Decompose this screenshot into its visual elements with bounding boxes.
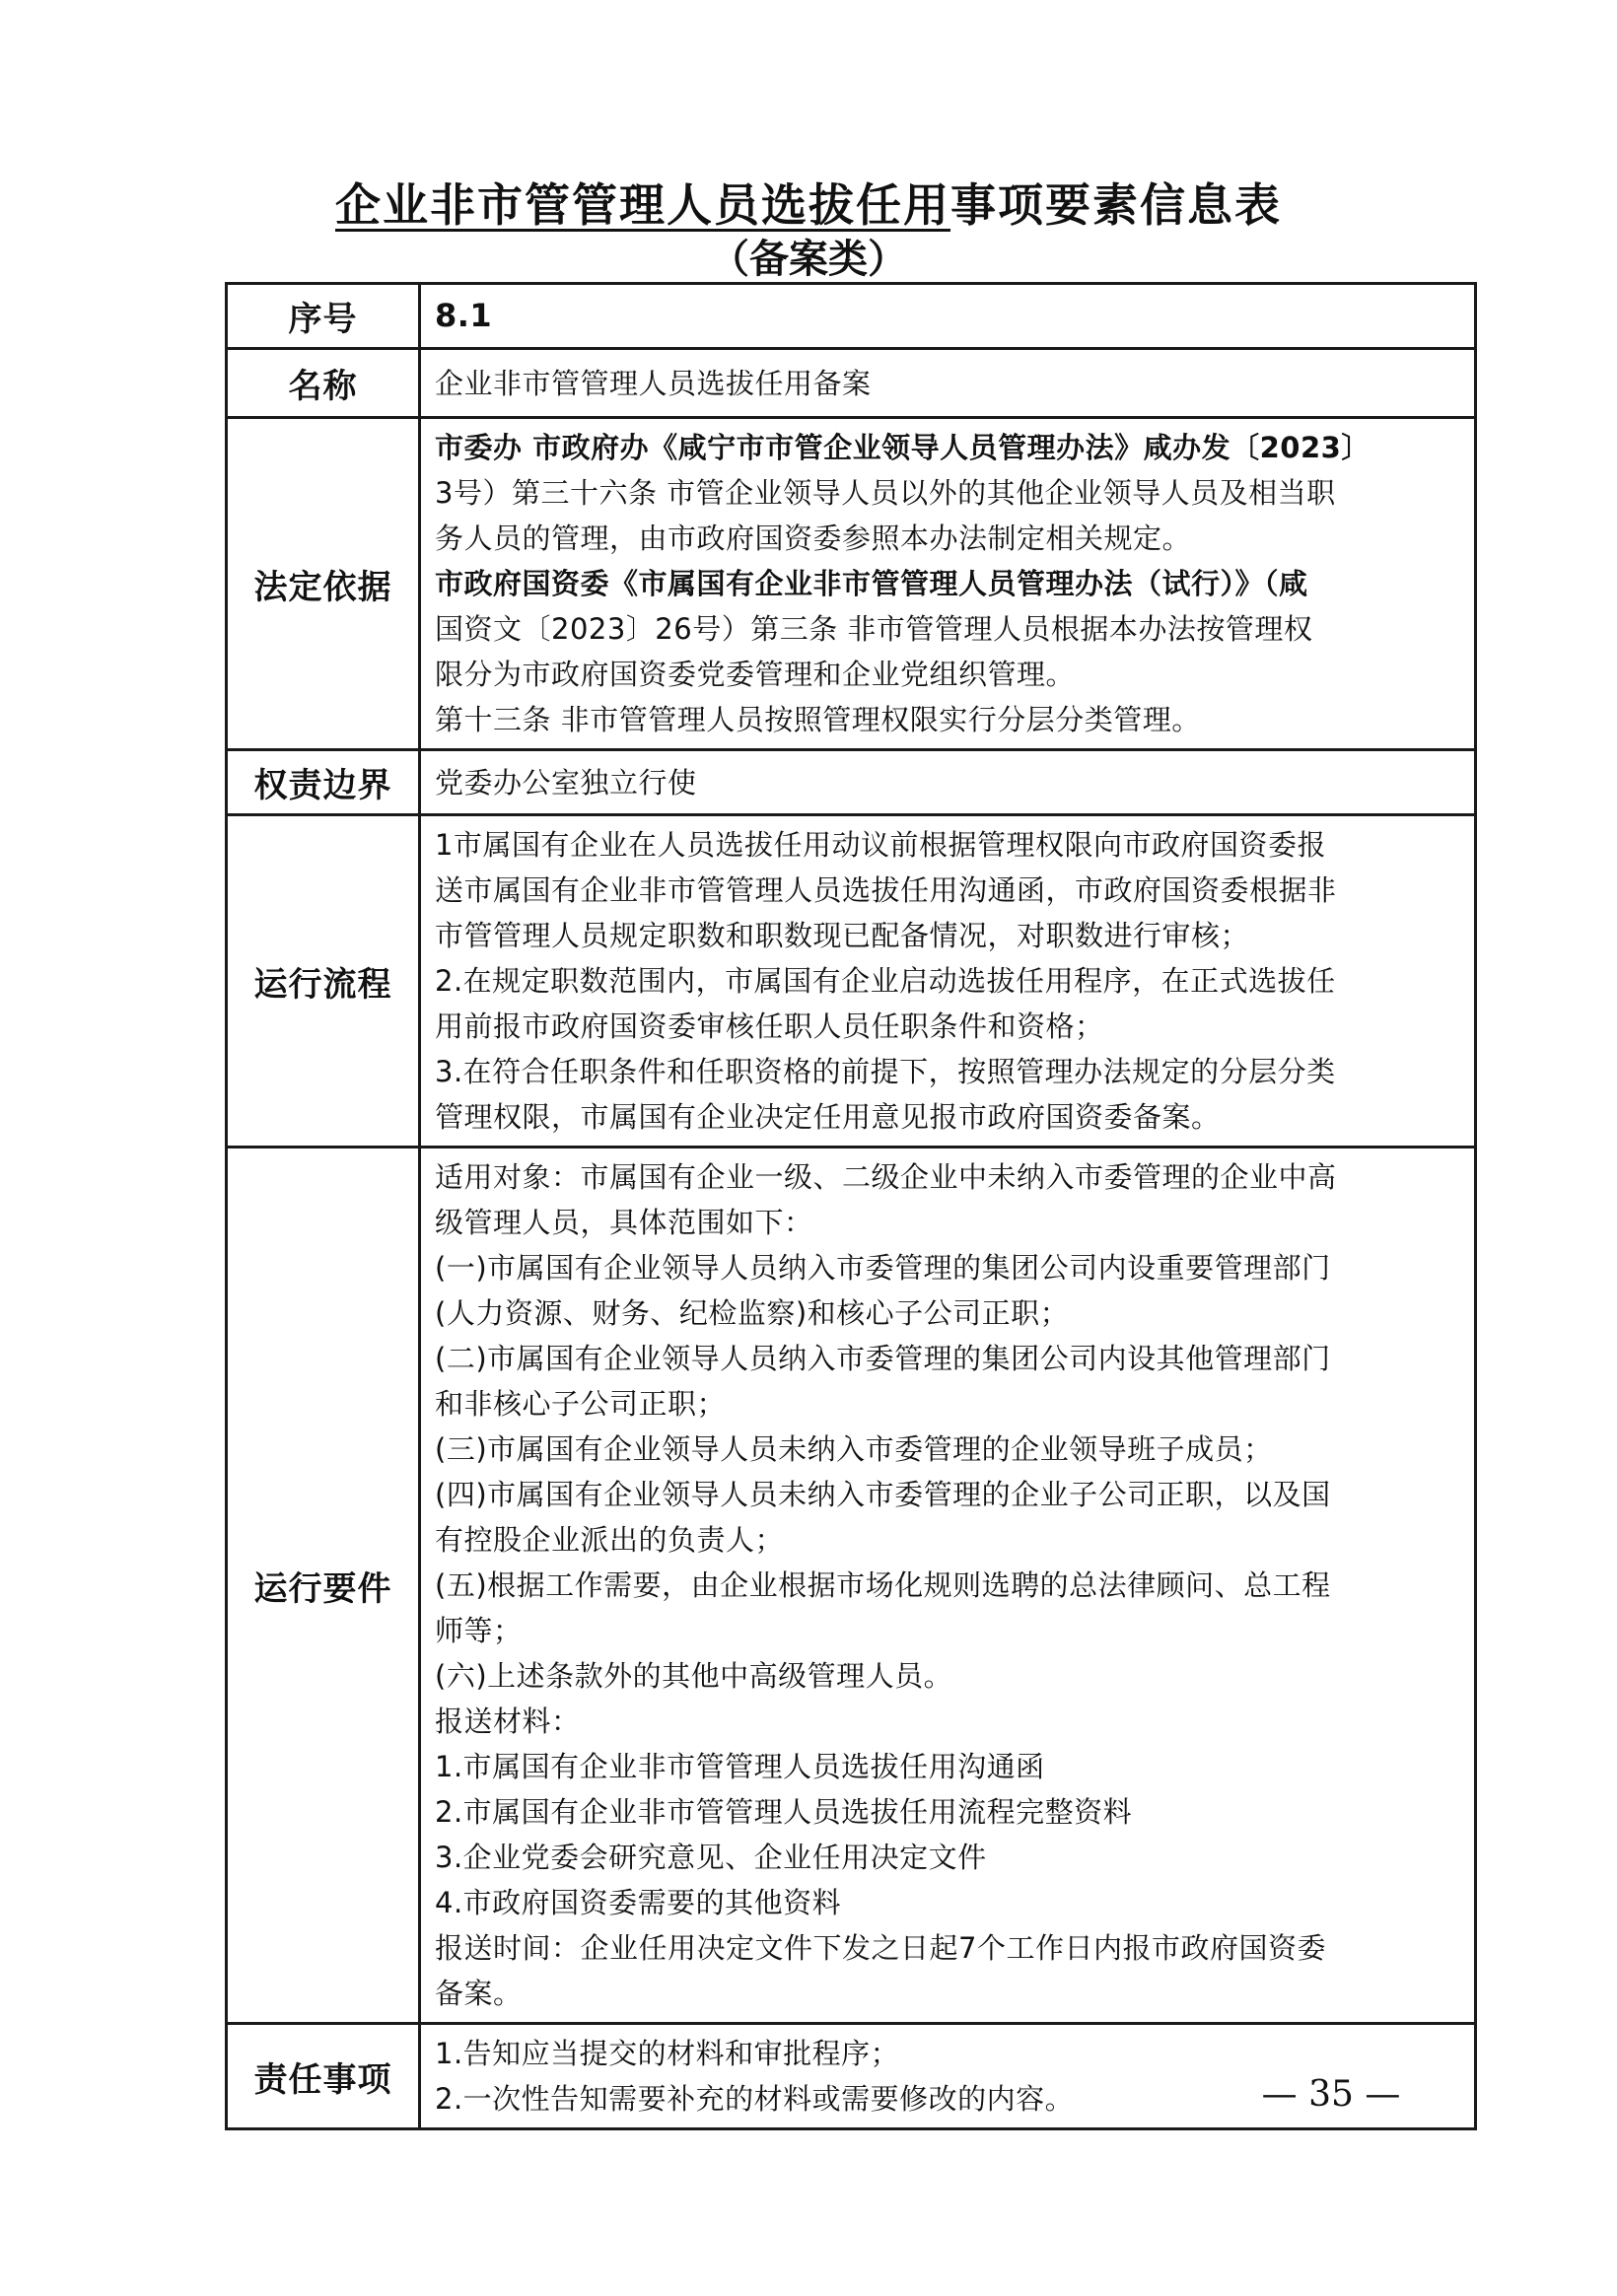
process-label: 运行流程 [227,815,420,1148]
document-title-underlined: 企业非市管管理人员选拔任用 [335,178,950,232]
legal-basis-line: 务人员的管理，由市政府国资委参照本办法制定相关规定。 [435,522,1192,555]
process-line: 2.在规定职数范围内，市属国有企业启动选拔任用程序，在正式选拔任 [435,964,1336,998]
document-title-rest: 事项要素信息表 [950,178,1282,232]
responsibility-line: 2.一次性告知需要补充的材料或需要修改的内容。 [435,2082,1075,2116]
document-subtitle: （备案类） [710,237,907,282]
responsibility-line: 1.告知应当提交的材料和审批程序； [435,2037,900,2070]
authority-label: 权责边界 [227,750,420,815]
serial-value [420,284,1476,349]
requirements-line: (四)市属国有企业领导人员未纳入市委管理的企业子公司正职，以及国 [435,1478,1331,1511]
requirements-line: (三)市属国有企业领导人员未纳入市委管理的企业领导班子成员； [435,1432,1273,1466]
legal-basis-line: 市政府国资委《市属国有企业非市管管理人员管理办法（试行）》（咸 [435,567,1308,600]
name-label: 名称 [227,349,420,418]
legal-basis-line: 市委办 市政府办《咸宁市市管企业领导人员管理办法》咸办发〔2023〕 [435,431,1371,464]
requirements-line: (一)市属国有企业领导人员纳入市委管理的集团公司内设重要管理部门 [435,1251,1331,1285]
requirements-line: (六)上述条款外的其他中高级管理人员。 [435,1659,953,1693]
process-line: 市管管理人员规定职数和职数现已配备情况，对职数进行审核； [435,919,1250,952]
row-name [227,349,1476,418]
requirements-line: 1.市属国有企业非市管管理人员选拔任用沟通函 [435,1750,1045,1783]
serial-number: 8.1 [435,297,493,334]
row-authority [227,750,1476,815]
process-line: 送市属国有企业非市管管理人员选拔任用沟通函，市政府国资委根据非 [435,873,1337,907]
process-content [420,815,1476,1148]
legal-basis-label: 法定依据 [227,418,420,750]
name-value: 企业非市管管理人员选拔任用备案 [420,349,1476,418]
process-line: 管理权限，市属国有企业决定任用意见报市政府国资委备案。 [435,1100,1221,1134]
row-legal-basis [227,418,1476,750]
row-process [227,815,1476,1148]
legal-basis-line: 限分为市政府国资委党委管理和企业党组织管理。 [435,658,1076,691]
requirements-line: 备案。 [435,1977,523,2010]
legal-basis-content [420,418,1476,750]
requirements-line: 师等； [435,1614,523,1647]
serial-label: 序号 [227,284,420,349]
page-number: — 35 — [1261,2074,1401,2115]
legal-basis-line: 3号）第三十六条 市管企业领导人员以外的其他企业领导人员及相当职 [435,476,1336,510]
row-requirements [227,1148,1476,2024]
requirements-line: 有控股企业派出的负责人； [435,1523,785,1557]
info-table [225,282,1477,2130]
requirements-line: 2.市属国有企业非市管管理人员选拔任用流程完整资料 [435,1795,1133,1829]
legal-basis-line: 第十三条 非市管管理人员按照管理权限实行分层分类管理。 [435,703,1201,736]
process-line: 1市属国有企业在人员选拔任用动议前根据管理权限向市政府国资委报 [435,828,1326,862]
requirements-line: (人力资源、财务、纪检监察)和核心子公司正职； [435,1296,1070,1330]
authority-value: 党委办公室独立行使 [420,750,1476,815]
requirements-line: 级管理人员，具体范围如下： [435,1206,813,1239]
requirements-line: 和非核心子公司正职； [435,1387,727,1421]
legal-basis-line: 国资文〔2023〕26号）第三条 非市管管理人员根据本办法按管理权 [435,612,1313,646]
requirements-line: 报送时间：企业任用决定文件下发之日起7个工作日内报市政府国资委 [435,1931,1326,1965]
document-title [0,175,1617,235]
requirements-line: 4.市政府国资委需要的其他资料 [435,1886,842,1919]
requirements-line: 报送材料： [435,1705,581,1738]
process-line: 用前报市政府国资委审核任职人员任职条件和资格； [435,1009,1104,1043]
requirements-line: 3.企业党委会研究意见、企业任用决定文件 [435,1841,987,1874]
requirements-content [420,1148,1476,2024]
responsibility-label: 责任事项 [227,2024,420,2129]
process-line: 3.在符合任职条件和任职资格的前提下，按照管理办法规定的分层分类 [435,1055,1336,1088]
requirements-line: 适用对象：市属国有企业一级、二级企业中未纳入市委管理的企业中高 [435,1160,1337,1194]
row-serial [227,284,1476,349]
requirements-line: (五)根据工作需要，由企业根据市场化规则选聘的总法律顾问、总工程 [435,1568,1331,1602]
requirements-line: (二)市属国有企业领导人员纳入市委管理的集团公司内设其他管理部门 [435,1342,1331,1375]
requirements-label: 运行要件 [227,1148,420,2024]
